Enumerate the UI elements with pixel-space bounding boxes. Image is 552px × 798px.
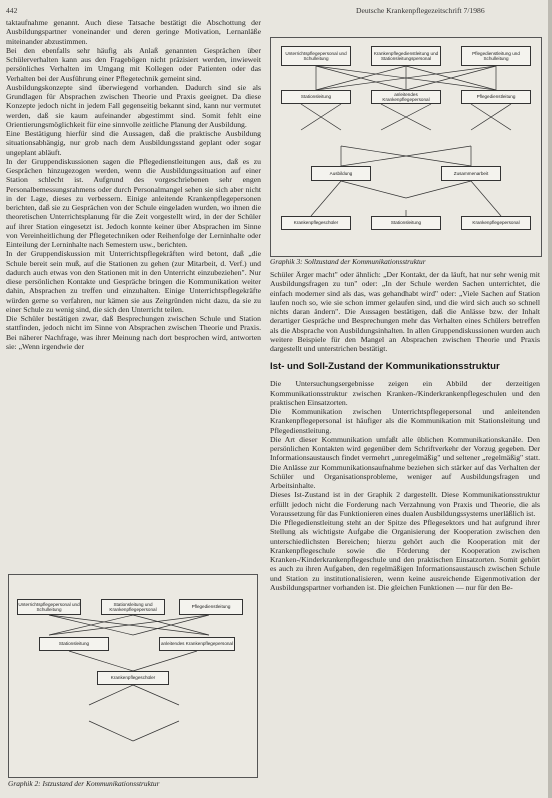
paragraph: Die Art dieser Kommunikation umfaßt alle üblichen Kommunikationskanäle. Den persönlichen Kontakten wird gegenüber dem Schriftverkehr der Vorzug gegeben. Der Informationsaustausch findet vermehrt „unregelmäßig" und seltener „regelmäßig" statt. Die Anlässe zur Kommunikationsaufnahme beziehen sich stärker auf das Verhalten der Schüler und Organisationsprobleme, weniger auf Ausbildungsfragen und Arbeitsinhalte.: [270, 434, 540, 490]
box-schueler: Krankenpflegeschüler: [281, 216, 351, 230]
paragraph: Die Kommunikation zwischen Unterrichtspflegepersonal und anleitenden Krankenpflegepersonal ist häufiger als die Kommunikation mit Stationsleitung und Pflegedienstleitung.: [270, 407, 540, 435]
right-column: [270, 270, 540, 592]
box-anleitendes: anleitendes Krankenpflegepersonal: [159, 637, 235, 651]
box-stationsleitung: Stationsleitung: [39, 637, 109, 651]
box-unterricht: Unterrichtspflegepersonal und Schulleitung: [17, 599, 81, 615]
figure-sollzustand: [270, 37, 542, 257]
paragraph: Die Schüler bestätigen zwar, daß Besprechungen zwischen Schule und Station stattfinden, jedoch nicht im Sinne von Absprachen zwischen Theorie und Praxis. Bei näherer Nachfrage, was ihrer Meinung nach dort besprochen wird, antworten sie: „Wenn irgendwie der: [6, 314, 261, 351]
box-pflegedienst-schule: Pflegedienstleitung und Schulleitung: [461, 46, 531, 66]
paragraph: taktaufnahme genannt. Auch diese Tatsache bestätigt die Abschottung der Ausbildungspartner voneinander und deren geringe Motivation, Lernanläße miteinander abzustimmen.: [6, 18, 261, 46]
paragraph: Die Pflegedienstleitung steht an der Spitze des Pflegesektors und hat aufgrund ihrer Stellung als wichtigste Aufgabe die Organisierung der Kooperation zwischen den unterschiedlichsten Bereichen; hierzu gehört auch die Kooperation mit der Krankenpflegeschule sowie die Förderung der Kooperation zwischen Kranken-/Kinderkrankenpflegeschule und den praktischen Einsatzorten. Somit gehört es auch zu ihren Aufgaben, den regelmäßigen Informationsaustausch zwischen Schule und Station zu institutionalisieren, wenn keine ausreichende Eigenmotivation der Ausbildungspartner vorhanden ist. Die gleichen Funktionen — nur für den Be-: [270, 518, 540, 592]
scan-edge: [548, 0, 552, 798]
paragraph: Eine Bestätigung hierfür sind die Aussagen, daß die praktische Ausbildung situationsabhängig, nur grob nach dem Ausbildungsstand geplant oder sogar ungeplant abläuft.: [6, 129, 261, 157]
page-number: 442: [6, 6, 18, 15]
figure-istzustand: [8, 574, 258, 778]
figure-caption: Graphik 2: Istzustand der Kommunikationsstruktur: [8, 779, 160, 788]
journal-header: Deutsche Krankenpflegezeitschrift 7/1986: [356, 6, 485, 15]
box-zusammenarbeit: Zusammenarbeit: [441, 166, 501, 181]
paragraph: Schüler Ärger macht" oder ähnlich: „Der Kontakt, der da läuft, hat nur sehr wenig mit Ausbildungsfragen zu tun" oder: „In der Schule werden Sachen unterrichtet, die einfach moderner sind als das, was gehandhabt wird" oder: „Viele Sachen auf Station laufen noch so, wie sie schon immer gelaufen sind, und die wird sich auch so schnell nichts daran ändern". Die Aussagen bestätigen, daß die Anlässe bzw. der Inhalt derartiger Gespräche und Besprechungen mehr das Verhalten eines Schülers betreffen als die Absprache von Ausbildungsinhalten. In allen Gruppendiskussionen wurden auch weitere Beispiele für den Mangel an Absprachen zwischen Theorie und Praxis dargestellt und unterstrichen bestätigt.: [270, 270, 540, 353]
figure-caption: Graphik 3: Sollzustand der Kommunikationsstruktur: [270, 257, 426, 266]
paragraph: In der Gruppendiskussionen sagen die Pflegedienstleitungen aus, daß es zu Gesprächen hinzugezogen werden, wenn die Ausbildungssituation auf einer Station schlecht ist. Aufgrund des vorgeschriebenen sehr engen Personalbemessungsrahmens oder durch Personalmangel sehen sie sich aber nicht in der Lage, dieses zu verbessern. Einige anleitende Krankenpflegepersonen berichten, daß sie zu Gesprächen von der Schule eingeladen wurden, wo ihnen die theoretischen Unterrichtsplanung für die Zeit vorgestellt wird, in der der Schüler auf ihrer Station eingesetzt ist. Jedoch konnte keiner über Absprachen im Sinne von Vereinheitlichung der Pflegetechniken oder Reihenfolge der Lerninhalte oder Einteilung der Lerninhalte nach Semestern usw., berichten.: [6, 156, 261, 249]
box-krankenpflegedienst: Krankenpflegedienstleitung und Stationsleitungspersonal: [371, 46, 441, 66]
section-heading: Ist- und Soll-Zustand der Kommunikationsstruktur: [270, 361, 500, 373]
paragraph: Bei den ebenfalls sehr häufig als Anlaß genannten Gesprächen über Schülerverhalten kann aus den Fragebögen nicht präzisiert werden, inwieweit persönliches Verhalten im Umgang mit Kollegen oder Patienten oder das Verhalten bei der Ausführung einer Pflegetechnik gemeint sind.: [6, 45, 261, 83]
box-anleitendes: anleitendes Krankenpflegepersonal: [371, 90, 441, 104]
paragraph: Die Untersuchungsergebnisse zeigen ein Abbild der derzeitigen Kommunikationsstruktur zwischen Kranken-/Kinderkrankenpflegeschulen und den praktischen Einsatzorten.: [270, 379, 540, 407]
box-krankenpflegepersonal: Krankenpflegepersonal: [461, 216, 531, 230]
box-ausbildung: Ausbildung: [311, 166, 371, 181]
paragraph: In der Gruppendiskussion mit Unterrichtspflegekräften wird betont, daß „die Schule bereit sein muß, auf die Stationen zu gehen (zur Mitarbeit, d. Verf.) und dadurch auch etwas von den Stationen mit in den Unterricht einzubeziehen". Nur diese persönlichen Kontakte und Gespräche bringen die Kommunikation weiter dahin, Absprachen zu treffen und einzuhalten. Einige Unterrichtspflegekräfte würden gerne so verfahren, nur kämen sie aus Zeitgründen nicht dazu, da sie zu einer Schule zu wenig sind, die sich den Unterricht teilen.: [6, 249, 261, 314]
box-schueler: Krankenpflegeschüler: [97, 671, 169, 685]
left-column: [6, 18, 261, 351]
box-pflegedienstleitung: Pflegedienstleitung: [461, 90, 531, 104]
paragraph: Dieses Ist-Zustand ist in der Graphik 2 dargestellt. Diese Kommunikationsstruktur erfüllt jedoch nicht die Forderung nach Verzahnung von Praxis und Theorie, die als Voraussetzung für das Funktionieren eines dualen Ausbildungssystems unerläßlich ist.: [270, 490, 540, 518]
box-station-krankenpflege: Stationsleitung und Krankenpflegepersonal: [101, 599, 165, 615]
box-unterricht: Unterrichtspflegepersonal und Schulleitung: [281, 46, 351, 66]
box-stationsleitung: Stationsleitung: [281, 90, 351, 104]
paragraph: Ausbildungskonzepte sind überwiegend vorhanden. Dadurch sind sie als Grundlagen für Absprachen zwischen Theorie und Praxis geeignet. Da diese Konzepte jedoch nicht in jedem Fall gegenseitig bekannt sind, kann nur vermutet werden, daß sie kaum aufeinander abgestimmt sind. Somit fehlt eine Orientierungsmöglichkeit für eine sinnvolle zeitliche Planung der Ausbildung.: [6, 82, 261, 129]
box-stationsleitung-2: Stationsleitung: [371, 216, 441, 230]
box-pflegedienstleitung: Pflegedienstleitung: [179, 599, 243, 615]
